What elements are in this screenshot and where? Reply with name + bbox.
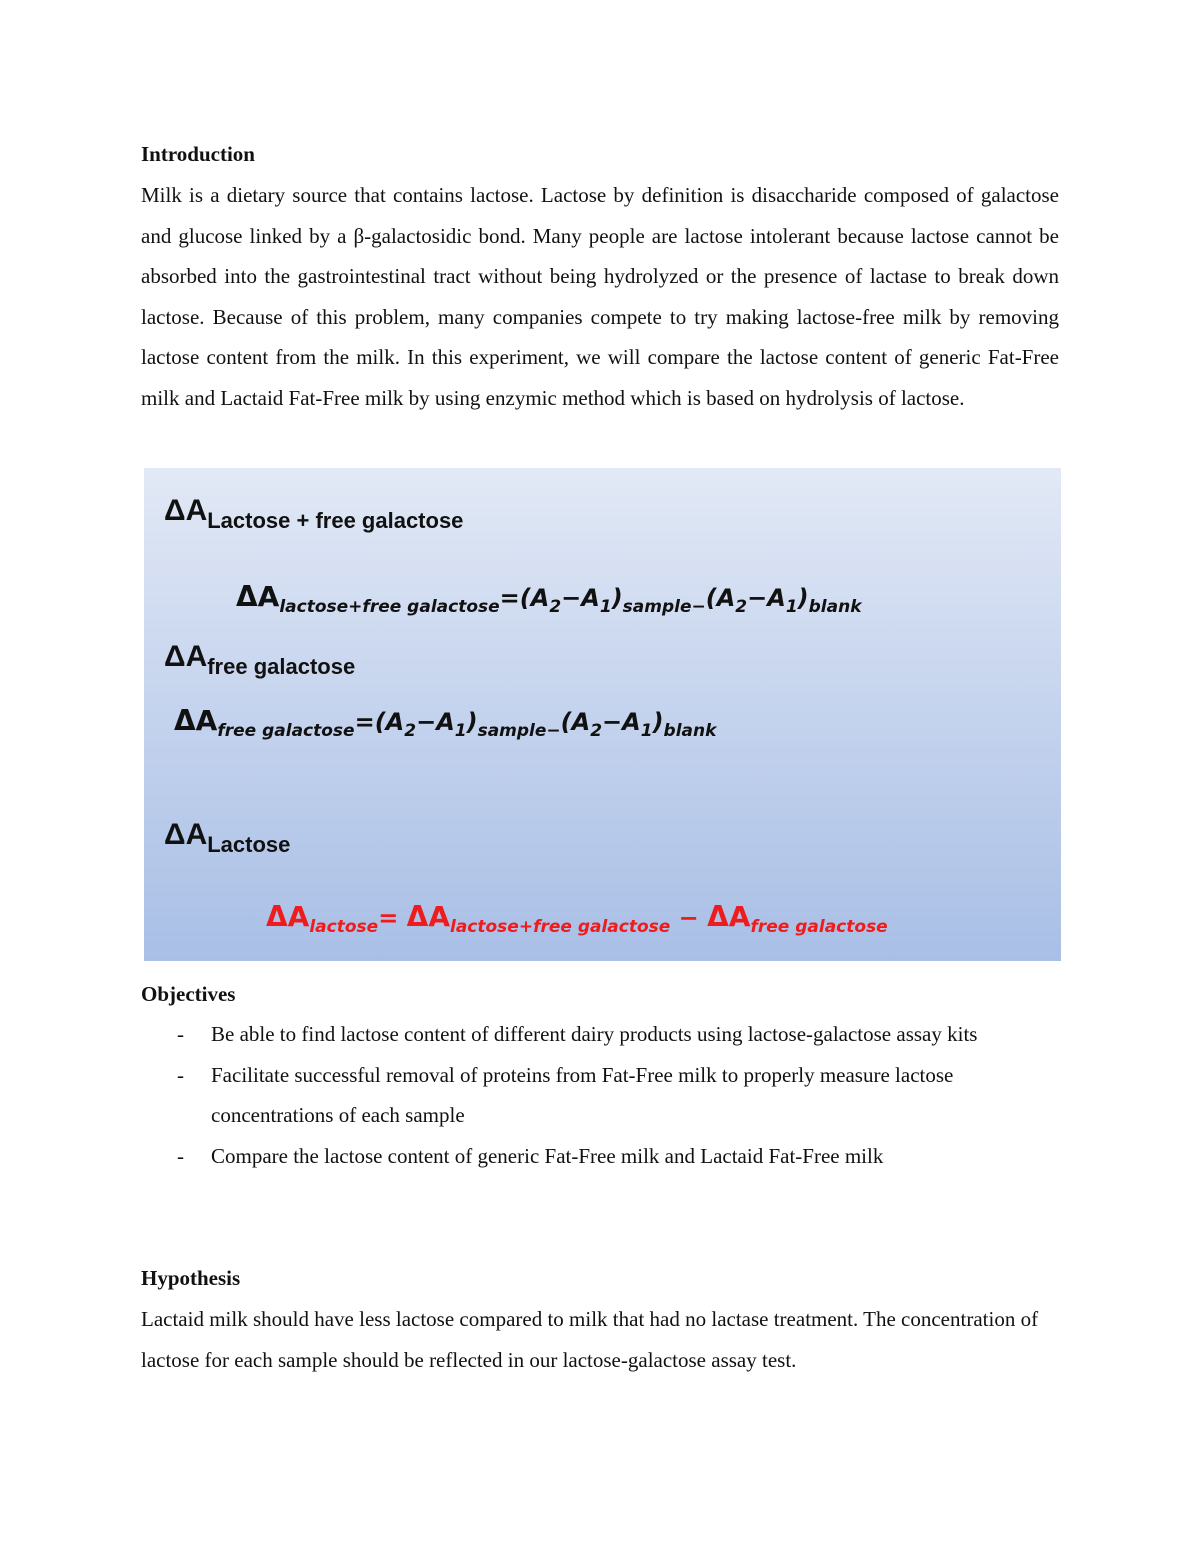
list-item: - Be able to find lactose content of different dairy products using lactose-galactose assay kits xyxy=(177,1022,978,1046)
label-lactose: $\Delta A_{Lactose}$ xyxy=(164,818,291,857)
objectives-heading: Objectives xyxy=(141,982,236,1006)
formula-lactose: $\Delta A_{lactose}= \Delta A_{lactose+free galactose} - \Delta A_{free galactose}$ xyxy=(266,900,888,937)
introduction-heading: Introduction xyxy=(141,142,255,166)
hypothesis-heading: Hypothesis xyxy=(141,1266,241,1290)
equations-figure xyxy=(144,468,1061,961)
list-item: - Compare the lactose content of generic Fat-Free milk and Lactaid Fat-Free milk xyxy=(177,1143,884,1168)
hypothesis-paragraph: Lactaid milk should have less lactose compared to milk that had no lactase treatment. The concentration of lactose for each sample should be reflected in our lactose-galactose assay test. xyxy=(141,1307,1039,1372)
formula-free-galactose: $\Delta A_{free galactose}=(A_2-A_1)_{sample-}(A_2-A_1)_{blank}$ xyxy=(174,704,717,741)
list-item: - Facilitate successful removal of proteins from Fat-Free milk to properly measure lactose concentrations of each sample xyxy=(177,1062,954,1128)
objectives-list xyxy=(141,1014,1059,1176)
introduction-paragraph: Milk is a dietary source that contains lactose. Lactose by definition is disaccharide composed of galactose and glucose linked by a β-galactosidic bond. Many people are lactose intolerant because lactose cannot be absorbed into the gastrointestinal tract without being hydrolyzed or the presence of lactase to break down lactose. Because of this problem, many companies compete to try making lactose-free milk by removing lactose content from the milk. In this experiment, we will compare the lactose content of generic Fat-Free milk and Lactaid Fat-Free milk by using enzymic method which is based on hydrolysis of lactose. xyxy=(141,183,1059,410)
label-lactose-plus-free-galactose: $\Delta A_{Lactose + free galactose}$ xyxy=(164,494,464,533)
label-free-galactose: $\Delta A_{free galactose}$ xyxy=(164,640,356,679)
formula-lactose-plus-free-galactose: $\Delta A_{lactose+free galactose}=(A_2-A_1)_{sample-}(A_2-A_1)_{blank}$ xyxy=(236,580,862,617)
